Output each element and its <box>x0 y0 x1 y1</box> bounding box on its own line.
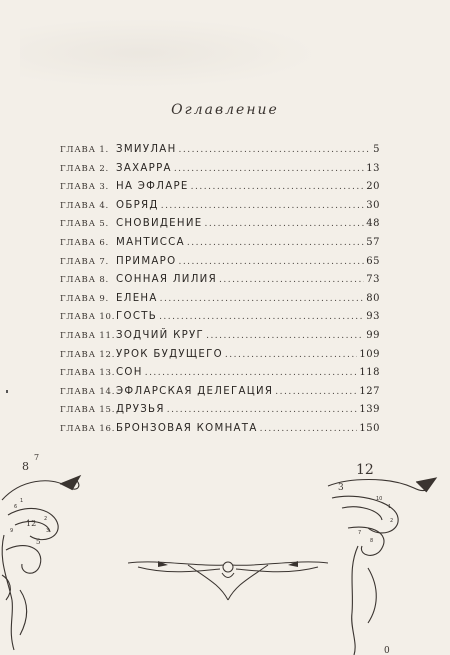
toc-entry <box>60 181 380 200</box>
toc-chapter-number: ГЛАВА 6. <box>60 237 110 248</box>
svg-text:2: 2 <box>44 516 48 522</box>
svg-text:6: 6 <box>14 504 18 510</box>
toc-chapter-number: ГЛАВА 7. <box>60 256 110 267</box>
toc-page-number: 118 <box>359 367 380 379</box>
toc-chapter-title: СОН <box>116 367 143 379</box>
toc-dot-leader <box>219 275 364 285</box>
toc-chapter-title: СНОВИДЕНИЕ <box>116 218 203 230</box>
svg-text:3: 3 <box>46 528 50 534</box>
page-title: Оглавление <box>171 102 279 118</box>
svg-text:7: 7 <box>358 530 362 536</box>
toc-page-number: 80 <box>366 292 380 304</box>
toc-chapter-title: МАНТИССА <box>116 236 185 248</box>
toc-entry <box>60 349 380 368</box>
clock-number: 12 <box>26 519 37 528</box>
toc-dot-leader <box>275 387 357 397</box>
flourish-ornament <box>128 545 328 605</box>
toc-page-number: 30 <box>366 199 380 211</box>
toc-dot-leader <box>167 405 358 415</box>
toc-dot-leader <box>187 238 364 248</box>
toc-chapter-number: ГЛАВА 5. <box>60 219 110 230</box>
toc-entry <box>60 367 380 386</box>
toc-dot-leader <box>179 145 372 155</box>
toc-dot-leader <box>174 164 364 174</box>
page-smudge <box>20 18 320 88</box>
toc-chapter-title: ОБРЯД <box>116 199 159 211</box>
toc-chapter-number: ГЛАВА 13. <box>60 368 116 379</box>
toc-chapter-number: ГЛАВА 4. <box>60 200 110 211</box>
toc-dot-leader <box>160 294 365 304</box>
toc-chapter-title: БРОНЗОВАЯ КОМНАТА <box>116 422 258 434</box>
toc-entry <box>60 386 380 405</box>
toc-dot-leader <box>161 201 365 211</box>
toc-chapter-number: ГЛАВА 1. <box>60 145 110 155</box>
clock-number: 0 <box>384 646 390 655</box>
toc-page-number: 13 <box>366 162 380 174</box>
toc-chapter-title: ЕЛЕНА <box>116 292 158 304</box>
toc-page-number: 73 <box>366 274 380 286</box>
melting-clock-ornament-left <box>0 440 110 655</box>
toc-entry <box>60 293 380 312</box>
svg-text:9: 9 <box>10 528 14 534</box>
toc-chapter-title: ЗОДЧИЙ КРУГ <box>116 329 205 341</box>
melting-clock-ornament-right <box>318 448 443 655</box>
toc-entry <box>60 330 380 349</box>
toc-dot-leader <box>145 368 358 378</box>
toc-page-number: 5 <box>373 144 380 155</box>
toc-page-number: 93 <box>366 311 380 323</box>
toc-page-number: 99 <box>366 329 380 341</box>
toc-dot-leader <box>159 312 364 322</box>
toc-chapter-number: ГЛАВА 12. <box>60 349 116 360</box>
toc-dot-leader <box>206 331 364 341</box>
svg-text:1: 1 <box>20 498 24 504</box>
toc-page-number: 48 <box>366 218 380 230</box>
toc-entry <box>60 256 380 275</box>
toc-chapter-title: ПРИМАРО <box>116 255 177 267</box>
toc-chapter-number: ГЛАВА 8. <box>60 275 110 286</box>
toc-entry <box>60 311 380 330</box>
toc-chapter-number: ГЛАВА 16. <box>60 423 116 434</box>
toc-dot-leader <box>225 350 357 360</box>
toc-dot-leader <box>205 219 365 229</box>
toc-chapter-title: ДРУЗЬЯ <box>116 404 165 416</box>
clock-number: 5 <box>36 538 41 546</box>
toc-chapter-number: ГЛАВА 14. <box>60 386 116 397</box>
toc-chapter-title: ЗМИУЛАН <box>116 144 177 155</box>
toc-chapter-number: ГЛАВА 11. <box>60 330 116 341</box>
svg-text:2: 2 <box>390 518 394 524</box>
toc-page-number: 20 <box>366 181 380 193</box>
toc-chapter-number: ГЛАВА 2. <box>60 163 110 174</box>
toc-dot-leader <box>260 424 358 434</box>
svg-text:8: 8 <box>370 538 374 544</box>
toc-dot-leader <box>191 182 365 192</box>
toc-chapter-number: ГЛАВА 9. <box>60 293 110 304</box>
toc-chapter-title: ГОСТЬ <box>116 311 158 323</box>
toc-chapter-number: ГЛАВА 10. <box>60 312 116 323</box>
toc-page-number: 139 <box>359 404 380 416</box>
clock-number: 3 <box>338 483 344 493</box>
toc-chapter-number: ГЛАВА 15. <box>60 405 116 416</box>
table-of-contents <box>60 144 380 442</box>
toc-entry <box>60 404 380 423</box>
ink-speck <box>6 390 8 393</box>
svg-text:1: 1 <box>388 504 392 510</box>
toc-entry <box>60 163 380 182</box>
toc-chapter-title: УРОК БУДУЩЕГО <box>116 348 223 360</box>
clock-number: 12 <box>356 462 374 478</box>
toc-chapter-title: ЭФЛАРСКАЯ ДЕЛЕГАЦИЯ <box>116 385 274 397</box>
toc-page-number: 65 <box>366 255 380 267</box>
toc-page-number: 109 <box>359 348 380 360</box>
toc-dot-leader <box>178 257 364 267</box>
toc-page-number: 150 <box>359 422 380 434</box>
toc-entry <box>60 274 380 293</box>
toc-entry <box>60 218 380 237</box>
clock-number: 8 <box>22 460 29 473</box>
svg-text:10: 10 <box>376 496 383 502</box>
toc-chapter-title: НА ЭФЛАРЕ <box>116 181 189 193</box>
toc-entry <box>60 200 380 219</box>
toc-entry <box>60 237 380 256</box>
toc-page-number: 127 <box>359 385 380 397</box>
toc-entry <box>60 144 380 163</box>
toc-chapter-title: СОННАЯ ЛИЛИЯ <box>116 274 217 286</box>
toc-page-number: 57 <box>366 236 380 248</box>
toc-chapter-title: ЗАХАРРА <box>116 162 172 174</box>
clock-number: 7 <box>34 453 40 462</box>
toc-entry <box>60 423 380 442</box>
toc-chapter-number: ГЛАВА 3. <box>60 182 110 193</box>
